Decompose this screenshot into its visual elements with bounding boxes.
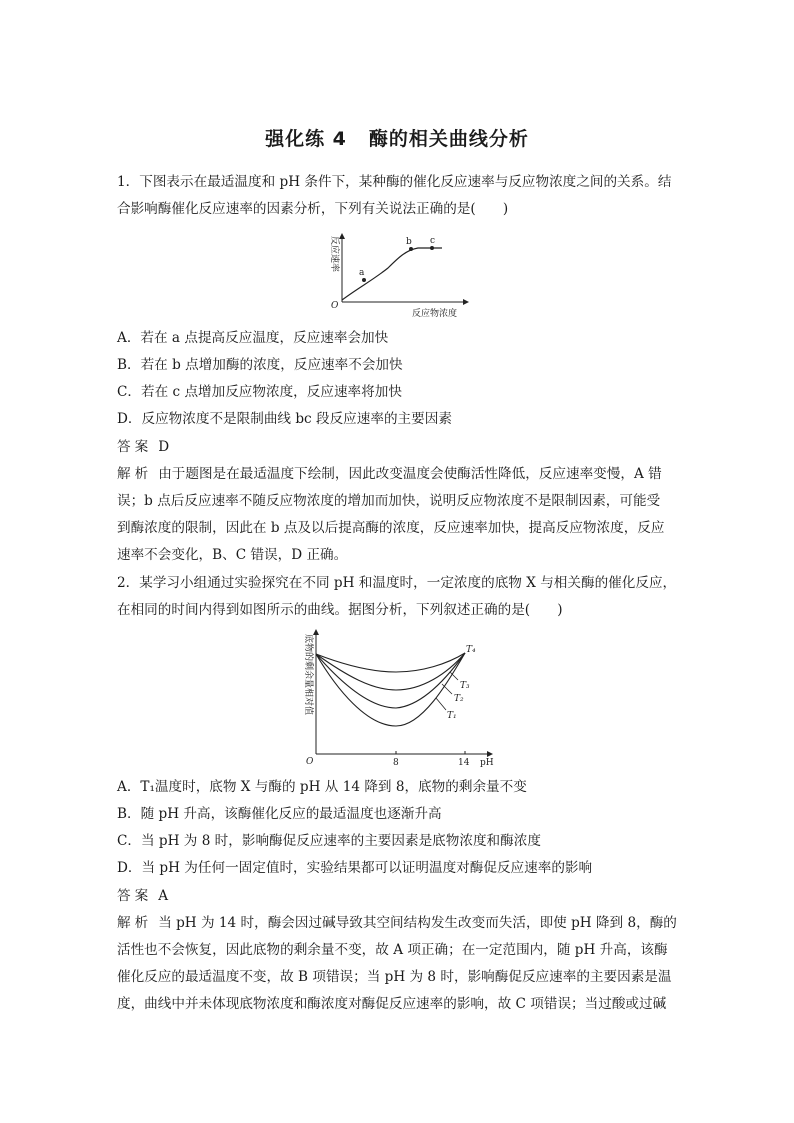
q2-label-t3: T₃ (460, 681, 470, 691)
q2-xlabel: pH (480, 758, 494, 768)
q1-ylabel: 反应速率 (329, 236, 339, 273)
q1-point-a (362, 278, 366, 282)
q2-stem-line2: 在相同的时间内得到如图所示的曲线。据图分析，下列叙述正确的是( ) (117, 602, 563, 618)
q2-analysis-line3: 催化反应的最适温度不变，故 B 项错误；当 pH 为 8 时，影响酶促反应速率的主要因素是温 (117, 969, 672, 985)
q1-point-c (430, 246, 434, 250)
q2-analysis-line4: 度，曲线中并未体现底物浓度和酶浓度对酶促反应速率的影响，故 C 项错误；当过酸或过碱 (117, 996, 667, 1012)
q2-analysis-label: 解析 (117, 915, 153, 931)
q2-option-d: D．当 pH 为任何一固定值时，实验结果都可以证明温度对酶促反应速率的影响 (117, 860, 593, 876)
q2-answer (117, 886, 168, 906)
q1-xlabel: 反应物浓度 (412, 309, 458, 319)
q1-analysis-line4: 速率不会变化，B、C 错误，D 正确。 (117, 547, 348, 563)
q2-leader-t1 (436, 698, 446, 710)
q1-origin: O (331, 301, 339, 311)
q2-analysis-line2: 活性也不会恢复，因此底物的剩余量不变，故 A 项正确；在一定范围内，随 pH 升高，该酶 (117, 942, 668, 958)
q1-answer-value: D (158, 439, 170, 455)
q2-tick-label-14: 14 (458, 758, 470, 768)
q1-curve (342, 248, 442, 300)
q2-answer-value: A (158, 888, 169, 904)
q1-option-d: D．反应物浓度不是限制曲线 bc 段反应速率的主要因素 (117, 411, 452, 427)
q1-option-c: C．若在 c 点增加反应物浓度，反应速率将加快 (117, 384, 402, 400)
q1-option-b: B．若在 b 点增加酶的浓度，反应速率不会加快 (117, 357, 403, 373)
q1-analysis-line3: 到酶浓度的限制，因此在 b 点及以后提高酶的浓度，反应速率加快，提高反应物浓度，反应 (117, 520, 665, 536)
q1-stem-line1: 1．下图表示在最适温度和 pH 条件下，某种酶的催化反应速率与反应物浓度之间的关系。结 (117, 174, 672, 190)
q2-stem-line1: 2．某学习小组通过实验探究在不同 pH 和温度时，一定浓度的底物 X 与相关酶的催化反应， (117, 575, 677, 591)
q2-option-b: B．随 pH 升高，该酶催化反应的最适温度也逐渐升高 (117, 806, 442, 822)
q2-figure (292, 626, 498, 768)
q2-answer-label: 答案 (117, 888, 153, 904)
q1-answer (117, 437, 169, 457)
q2-analysis-text-1: 当 pH 为 14 时，酶会因过碱导致其空间结构发生改变而失活，即使 pH 降到 8，酶的 (158, 915, 677, 931)
page-title (0, 124, 794, 151)
q1-stem-line2: 合影响酶催化反应速率的因素分析，下列有关说法正确的是( ) (117, 201, 509, 217)
q2-option-c: C．当 pH 为 8 时，影响酶促反应速率的主要因素是底物浓度和酶浓度 (117, 833, 541, 849)
q1-analysis-line1 (117, 464, 662, 484)
q2-curve-t2 (316, 653, 465, 708)
q1-point-b (409, 247, 413, 251)
q1-figure (318, 228, 478, 320)
q2-label-t1: T₁ (447, 711, 457, 721)
title-main: 强化练 4 (265, 128, 347, 150)
q1-label-b: b (406, 237, 412, 247)
title-sub: 酶的相关曲线分析 (368, 128, 529, 150)
q1-analysis-text-1: 由于题图是在最适温度下绘制，因此改变温度会使酶活性降低，反应速率变慢，A 错 (158, 466, 662, 482)
q1-analysis-label: 解析 (117, 466, 153, 482)
q1-option-a: A．若在 a 点提高反应温度，反应速率会加快 (117, 330, 389, 346)
q2-label-t2: T₂ (454, 694, 464, 704)
q2-tick-label-8: 8 (393, 758, 399, 768)
q1-label-a: a (359, 268, 365, 278)
q2-leader-t2 (442, 684, 452, 694)
q2-label-t4: T₄ (466, 645, 476, 655)
q1-label-c: c (430, 236, 436, 246)
q2-origin: O (306, 757, 314, 767)
q2-ylabel: 底物的剩余量相对值 (303, 634, 313, 716)
q2-option-a: A．T₁温度时，底物 X 与酶的 pH 从 14 降到 8，底物的剩余量不变 (117, 779, 527, 795)
q2-analysis-line1 (117, 913, 677, 933)
q1-answer-label: 答案 (117, 439, 153, 455)
q1-analysis-line2: 误；b 点后反应速率不随反应物浓度的增加而加快，说明反应物浓度不是限制因素，可能受 (117, 493, 661, 509)
